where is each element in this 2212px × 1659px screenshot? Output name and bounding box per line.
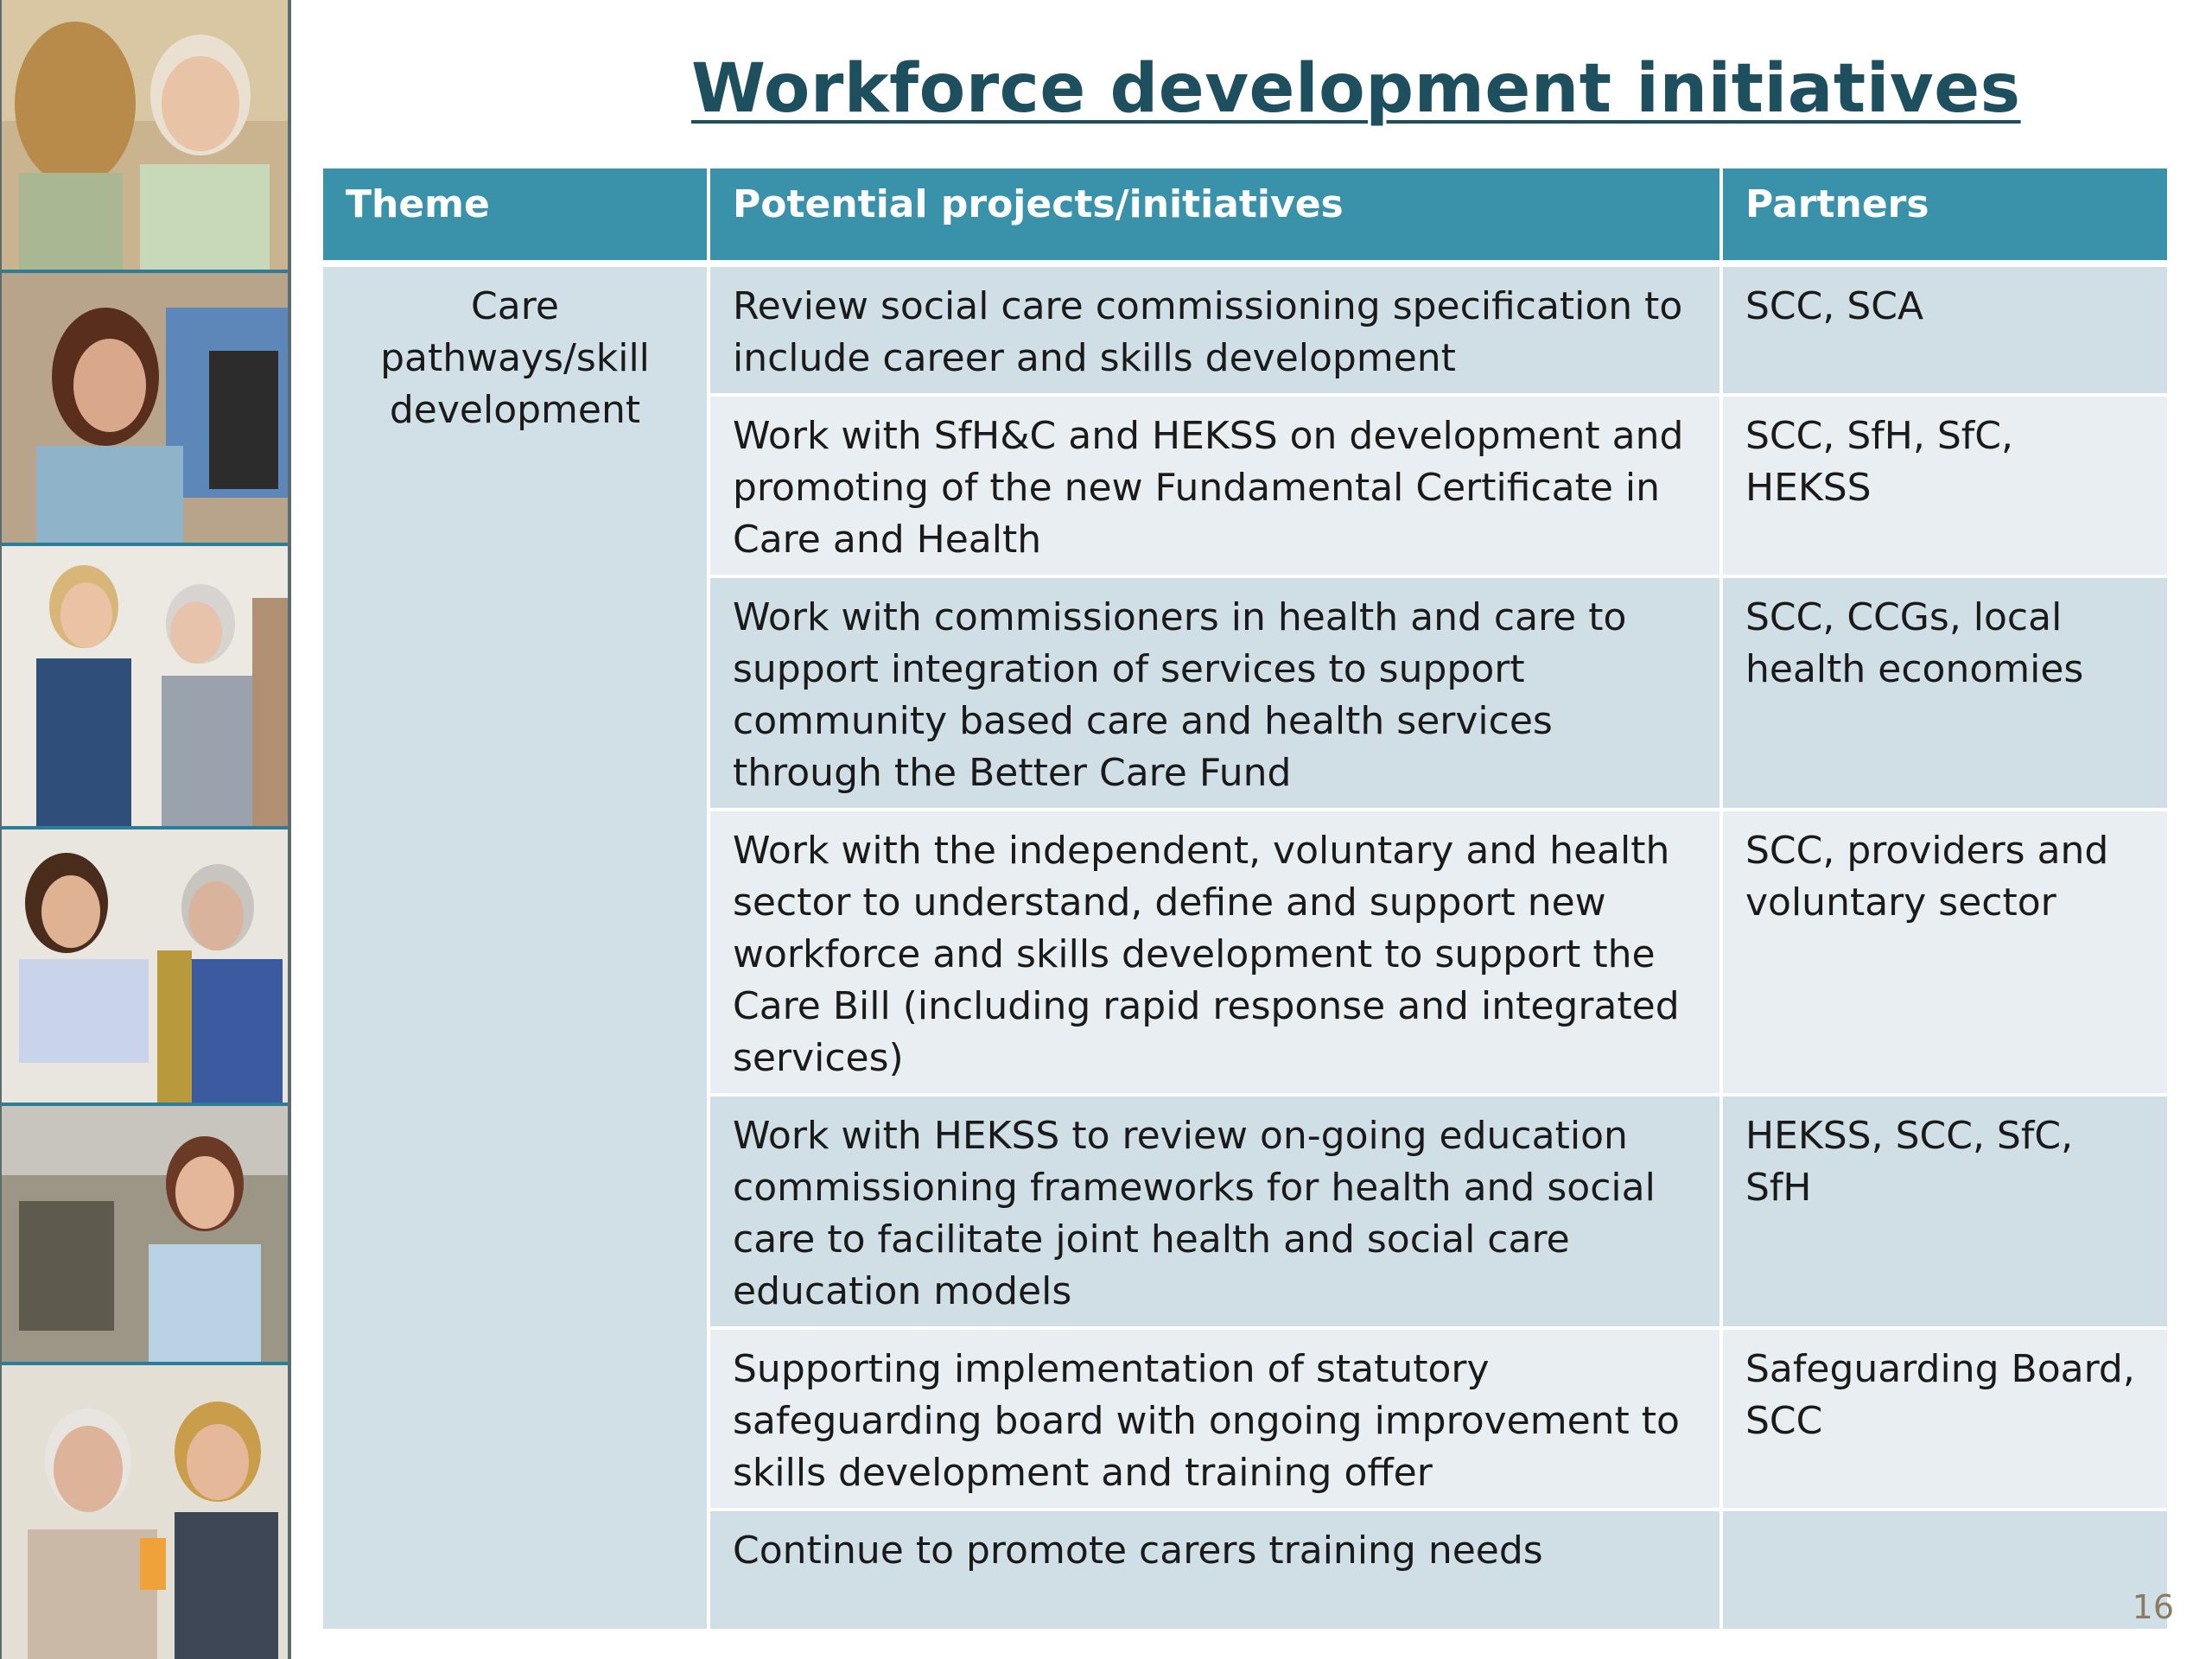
photo-carer-holding-hands <box>2 830 288 1106</box>
header-partners: Partners <box>1723 168 2167 260</box>
page-number: 16 <box>2132 1588 2174 1626</box>
partners-cell: Safeguarding Board, SCC <box>1723 1326 2167 1508</box>
photo-carer-serving-food <box>2 546 288 830</box>
theme-cell: Care pathways/skill development <box>323 260 710 1629</box>
project-cell: Supporting implementation of statutory safeguarding board with ongoing improvement to skills development and training offer <box>710 1326 1723 1508</box>
page-title <box>484 50 2108 128</box>
photo-nurse-in-lounge <box>2 1106 288 1365</box>
project-cell: Work with HEKSS to review on-going education commissioning frameworks for health and social care to facilitate joint health and social care education models <box>710 1093 1723 1326</box>
partners-cell: HEKSS, SCC, SfC, SfH <box>1723 1093 2167 1326</box>
initiatives-table <box>323 168 2167 1629</box>
project-cell: Review social care commissioning specification to include career and skills development <box>710 260 1723 393</box>
photo-strip <box>0 0 291 1659</box>
partners-cell: SCC, CCGs, local health economies <box>1723 575 2167 808</box>
partners-cell: SCC, SfH, SfC, HEKSS <box>1723 393 2167 575</box>
photo-carer-with-elderly-man <box>2 1365 288 1659</box>
partners-cell: SCC, providers and voluntary sector <box>1723 808 2167 1093</box>
header-projects: Potential projects/initiatives <box>710 168 1723 260</box>
table-header-row <box>323 168 2167 260</box>
photo-carer-with-elderly-woman <box>2 0 288 273</box>
page-title-text: Workforce development initiatives <box>691 50 2021 128</box>
partners-cell <box>1723 1508 2167 1629</box>
project-cell: Work with commissioners in health and care to support integration of services to support community based care and health services through the Better Care Fund <box>710 575 1723 808</box>
project-cell: Work with SfH&C and HEKSS on development and promoting of the new Fundamental Certificate in Care and Health <box>710 393 1723 575</box>
project-cell: Work with the independent, voluntary and health sector to understand, define and support new workforce and skills development to support the Care Bill (including rapid response and integrated services) <box>710 808 1723 1093</box>
header-theme: Theme <box>323 168 710 260</box>
photo-nurse-at-desk <box>2 273 288 546</box>
project-cell: Continue to promote carers training needs <box>710 1508 1723 1629</box>
partners-cell: SCC, SCA <box>1723 260 2167 393</box>
table-row <box>323 260 2167 393</box>
